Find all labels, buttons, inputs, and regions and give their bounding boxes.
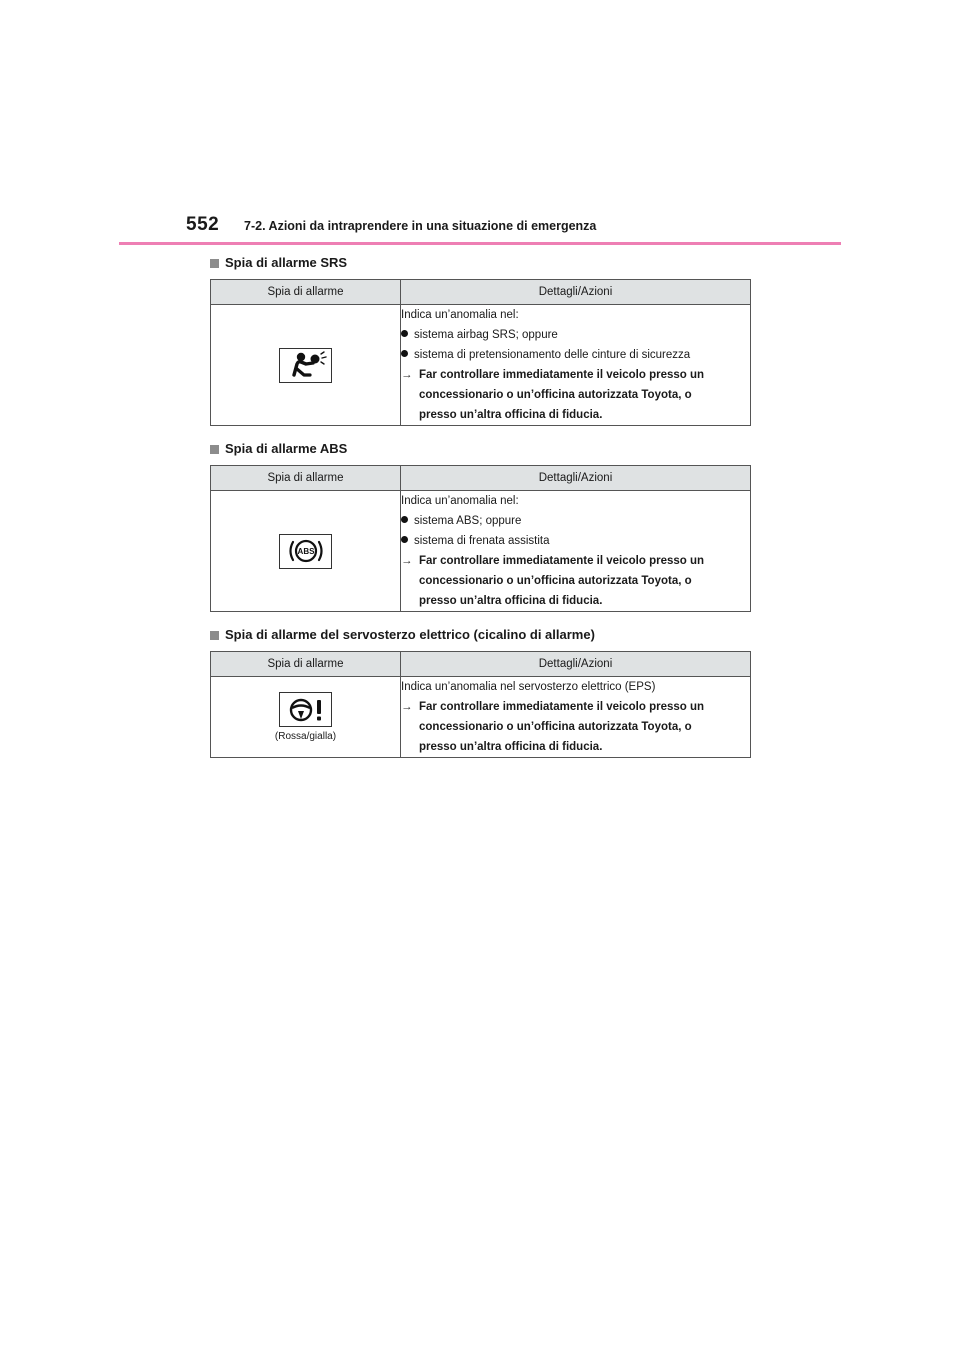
arrow-right-icon: → — [401, 555, 413, 567]
action-instruction: → Far controllare immediatamente il veicolo presso un concessionario o un’officina autorizzata Toyota, o presso un’altra officina di fiducia. — [401, 551, 750, 611]
section-heading — [210, 625, 750, 645]
bullet-item: sistema airbag SRS; oppure — [401, 325, 750, 345]
header-rule — [119, 242, 841, 245]
lamp-cell — [211, 305, 401, 426]
col-header-lamp: Spia di allarme — [211, 652, 401, 677]
warning-table-eps — [210, 651, 751, 758]
action-instruction: → Far controllare immediatamente il veicolo presso un concessionario o un’officina autorizzata Toyota, o presso un’altra officina di fiducia. — [401, 697, 750, 757]
abs-label: ABS — [297, 547, 314, 556]
col-header-lamp: Spia di allarme — [211, 466, 401, 491]
square-bullet-icon — [210, 445, 219, 454]
section-heading — [210, 253, 750, 273]
srs-airbag-icon — [279, 348, 332, 383]
steering-warning-icon — [279, 692, 332, 727]
details-cell — [401, 491, 751, 612]
warning-table-srs — [210, 279, 751, 426]
details-cell — [401, 677, 751, 758]
page-number: 552 — [186, 214, 220, 235]
abs-icon — [279, 534, 332, 569]
col-header-details: Dettagli/Azioni — [401, 466, 751, 491]
intro-text: Indica un’anomalia nel servosterzo elettrico (EPS) — [401, 681, 656, 693]
section-heading-text: Spia di allarme del servosterzo elettrico (cicalino di allarme) — [225, 627, 595, 642]
section-heading-text: Spia di allarme SRS — [225, 255, 348, 270]
section-abs — [210, 439, 750, 612]
section-eps — [210, 625, 750, 758]
lamp-cell — [211, 677, 401, 758]
bullet-item: sistema di pretensionamento delle cinture di sicurezza — [401, 345, 750, 365]
bullet-dot-icon — [401, 536, 408, 543]
arrow-right-icon: → — [401, 369, 413, 381]
section-heading-text: Spia di allarme ABS — [225, 441, 348, 456]
bullet-dot-icon — [401, 330, 408, 337]
warning-table-abs — [210, 465, 751, 612]
square-bullet-icon — [210, 631, 219, 640]
col-header-details: Dettagli/Azioni — [401, 652, 751, 677]
section-heading — [210, 439, 750, 459]
col-header-lamp: Spia di allarme — [211, 280, 401, 305]
lamp-cell — [211, 491, 401, 612]
square-bullet-icon — [210, 259, 219, 268]
chapter-title: 7-2. Azioni da intraprendere in una situazione di emergenza — [244, 219, 597, 233]
details-cell — [401, 305, 751, 426]
action-instruction: → Far controllare immediatamente il veicolo presso un concessionario o un’officina autorizzata Toyota, o presso un’altra officina di fiducia. — [401, 365, 750, 425]
bullet-item: sistema di frenata assistita — [401, 531, 750, 551]
section-srs — [210, 253, 750, 426]
col-header-details: Dettagli/Azioni — [401, 280, 751, 305]
lamp-caption: (Rossa/gialla) — [274, 731, 337, 742]
bullet-dot-icon — [401, 516, 408, 523]
intro-text: Indica un’anomalia nel: — [401, 495, 519, 507]
bullet-dot-icon — [401, 350, 408, 357]
intro-text: Indica un’anomalia nel: — [401, 309, 519, 321]
arrow-right-icon: → — [401, 701, 413, 713]
bullet-item: sistema ABS; oppure — [401, 511, 750, 531]
